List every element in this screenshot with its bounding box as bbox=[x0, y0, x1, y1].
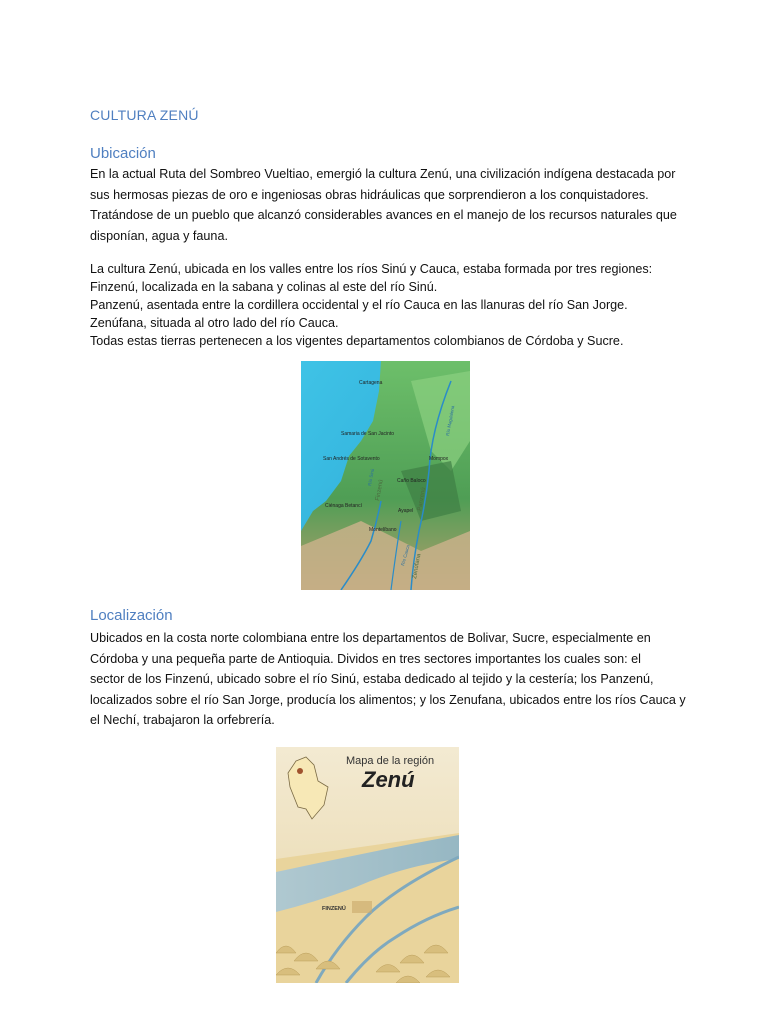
text-line: La cultura Zenú, ubicada en los valles entre los ríos Sinú y Cauca, estaba formada por tres regiones: bbox=[90, 262, 653, 276]
section-heading-localizacion: Localización bbox=[90, 607, 173, 624]
map-label-mompox: Mompox bbox=[429, 456, 449, 462]
region-map-image bbox=[276, 747, 459, 983]
text-line: disponían, agua y fauna. bbox=[90, 228, 228, 243]
text-line: localizados sobre el río San Jorge, producía los alimentos; y los Zenufana, ubicados entre los ríos Cauca y bbox=[90, 692, 686, 707]
map-label-cartagena: Cartagena bbox=[359, 380, 383, 386]
text-line: Tratándose de un pueblo que alcanzó considerables avances en el manejo de los recursos naturales que bbox=[90, 208, 677, 222]
map-label-rio-magdalena: Río Magdalena bbox=[445, 405, 456, 437]
region-map-title: Zenú bbox=[362, 767, 415, 792]
paragraph-regions bbox=[90, 260, 690, 350]
section-heading-ubicacion: Ubicación bbox=[90, 145, 156, 162]
region-map-label-finzenu: FINZENÚ bbox=[322, 906, 346, 912]
text-line: Córdoba y una pequeña parte de Antioquia. Dividos en tres sectores importantes los cuales son: el bbox=[90, 651, 641, 666]
map-label-finzenu: Finzenú bbox=[375, 479, 385, 502]
map-label-samaria: Samaria de San Jacinto bbox=[341, 431, 395, 437]
region-map-caption: Mapa de la región bbox=[346, 755, 435, 767]
map-label-rio-sinu: Río Sinú bbox=[367, 468, 375, 487]
map-label-panzenu: Panzenú bbox=[417, 486, 428, 512]
region-map-svg bbox=[276, 747, 459, 983]
map-label-montelibano: Montelíbano bbox=[369, 527, 397, 533]
text-line: Todas estas tierras pertenecen a los vigentes departamentos colombianos de Córdoba y Sucre. bbox=[90, 334, 624, 348]
text-line: En la actual Ruta del Sombreo Vueltiao, emergió la cultura Zenú, una civilización indígena destacada por bbox=[90, 167, 676, 181]
text-line: sector de los Finzenú, ubicado sobre el río Sinú, estaba dedicado al tejido y la cestería; los Panzenú, bbox=[90, 672, 654, 686]
map-label-zenufana: Zenúfana bbox=[412, 553, 423, 580]
document-title: CULTURA ZENÚ bbox=[90, 107, 199, 123]
text-line: Panzenú, asentada entre la cordillera occidental y el río Cauca en las llanuras del río San Jorge. bbox=[90, 298, 628, 312]
map-label-rio-cauca: Río Cauca bbox=[400, 544, 411, 567]
text-line: Zenúfana, situada al otro lado del río Cauca. bbox=[90, 316, 339, 330]
relief-map-image bbox=[301, 361, 470, 590]
text-line: Finzenú, localizada en la sabana y colinas al este del río Sinú. bbox=[90, 280, 438, 294]
relief-map-svg bbox=[301, 361, 470, 590]
map-label-cano-baloco: Caño Baloco bbox=[397, 478, 426, 484]
map-label-san-andres: San Andrés de Sotavento bbox=[323, 456, 380, 462]
text-line: sus hermosas piezas de oro e ingeniosas obras hidráulicas que sorprendieron a los conquistadores. bbox=[90, 187, 649, 202]
text-line: el Nechí, trabajaron la orfebrería. bbox=[90, 713, 275, 727]
map-label-cienaga: Ciénaga Betancí bbox=[325, 503, 362, 509]
paragraph-localizacion bbox=[90, 628, 710, 731]
text-line: Ubicados en la costa norte colombiana entre los departamentos de Bolivar, Sucre, especialmente en bbox=[90, 631, 651, 645]
map-label-ayapel: Ayapel bbox=[398, 508, 414, 514]
paragraph-intro bbox=[90, 164, 690, 246]
